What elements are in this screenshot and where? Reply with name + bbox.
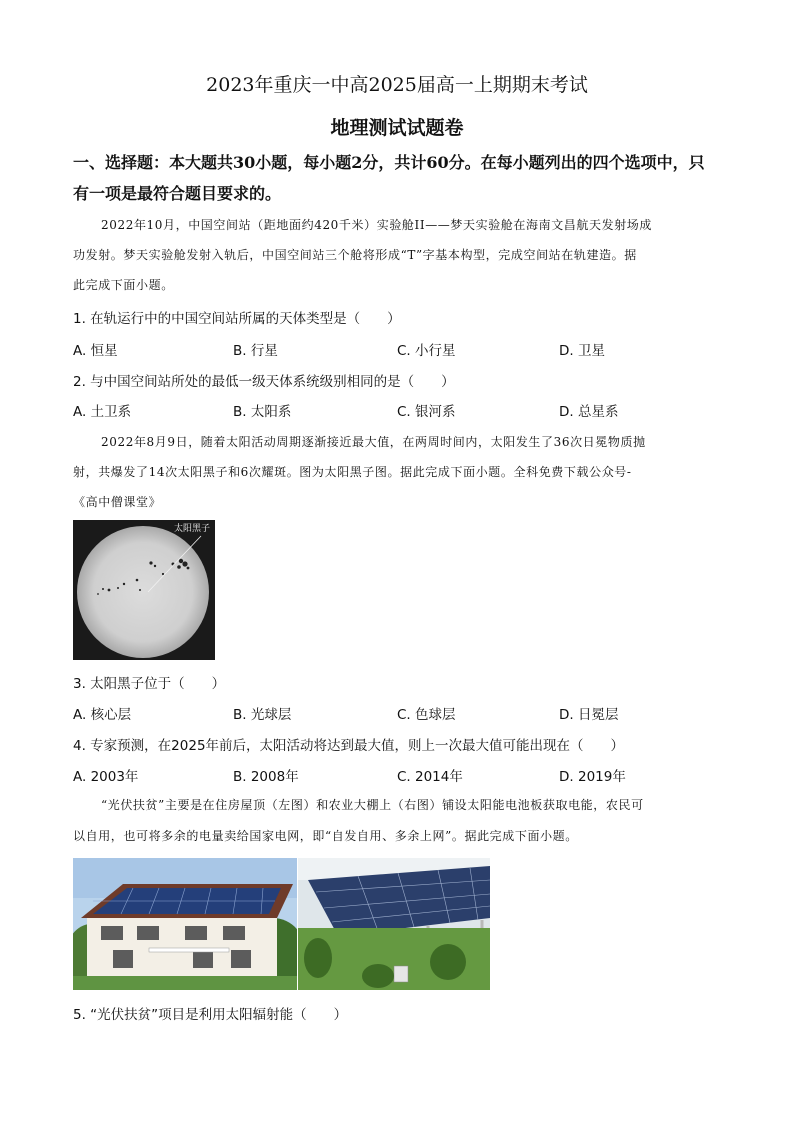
q2-option-d[interactable]: D. 总星系 [559, 404, 619, 420]
question-3-stem: 3. 太阳黑子位于（ ） [73, 676, 226, 692]
rooftop-solar-image [73, 858, 297, 990]
greenhouse-solar-photo [298, 858, 490, 990]
exam-subtitle: 地理测试试题卷 [330, 117, 464, 139]
sunspot-label: 太阳黑子 [174, 524, 211, 534]
greenhouse-solar-image [298, 858, 490, 990]
passage1-line1: 2022年10月，中国空间站（距地面约420千米）实验舱II——梦天实验舱在海南文昌航天发射场成 [101, 218, 652, 232]
passage2-line3: 《高中僧课堂》 [73, 495, 162, 509]
q4-option-b[interactable]: B. 2008年 [233, 769, 299, 785]
q3-option-b[interactable]: B. 光球层 [233, 707, 292, 723]
question-5-stem: 5. “光伏扶贫”项目是利用太阳辐射能（ ） [73, 1007, 348, 1023]
q1-option-c[interactable]: C. 小行星 [397, 343, 456, 359]
question-2-stem: 2. 与中国空间站所处的最低一级天体系统级别相同的是（ ） [73, 374, 455, 390]
q3-option-a[interactable]: A. 核心层 [73, 707, 132, 723]
q2-option-c[interactable]: C. 银河系 [397, 404, 456, 420]
passage1-line3: 此完成下面小题。 [73, 278, 174, 292]
q4-option-a[interactable]: A. 2003年 [73, 769, 139, 785]
passage3-line1: “光伏扶贫”主要是在住房屋顶（左图）和农业大棚上（右图）铺设太阳能电池板获取电能，农民可 [101, 798, 644, 812]
section-heading-line2: 有一项是最符合题目要求的。 [73, 184, 282, 203]
q1-option-d[interactable]: D. 卫星 [559, 343, 605, 359]
sun-disk [77, 526, 209, 658]
section-heading-line1: 一、选择题：本大题共30小题，每小题2分，共计60分。在每小题列出的四个选项中，只 [73, 153, 705, 172]
q1-option-a[interactable]: A. 恒星 [73, 343, 118, 359]
q2-option-a[interactable]: A. 土卫系 [73, 404, 132, 420]
q1-option-b[interactable]: B. 行星 [233, 343, 278, 359]
question-1-stem: 1. 在轨运行中的中国空间站所属的天体类型是（ ） [73, 311, 401, 327]
question-4-options [73, 765, 713, 785]
sunspot-figure [73, 520, 215, 660]
exam-title: 2023年重庆一中高2025届高一上期期末考试 [206, 74, 588, 96]
passage1-line2: 功发射。梦天实验舱发射入轨后，中国空间站三个舱将形成“T”字基本构型，完成空间站在轨建造。据 [73, 248, 637, 262]
q4-option-d[interactable]: D. 2019年 [559, 769, 626, 785]
q3-option-c[interactable]: C. 色球层 [397, 707, 456, 723]
passage2-line1: 2022年8月9日，随着太阳活动周期逐渐接近最大值，在两周时间内，太阳发生了36次日冕物质抛 [101, 435, 646, 449]
q2-option-b[interactable]: B. 太阳系 [233, 404, 292, 420]
question-2-options [73, 400, 713, 420]
sunspot-image [73, 520, 215, 660]
q4-option-c[interactable]: C. 2014年 [397, 769, 463, 785]
rooftop-solar-photo [73, 858, 297, 990]
q3-option-d[interactable]: D. 日冕层 [559, 707, 619, 723]
question-4-stem: 4. 专家预测，在2025年前后，太阳活动将达到最大值，则上一次最大值可能出现在（ ） [73, 738, 625, 754]
question-1-options [73, 339, 713, 359]
question-3-options [73, 703, 713, 723]
passage2-line2: 射，共爆发了14次太阳黑子和6次耀斑。图为太阳黑子图。据此完成下面小题。全科免费下载公众号- [73, 465, 632, 479]
passage3-line2: 以自用，也可将多余的电量卖给国家电网，即“自发自用、多余上网”。据此完成下面小题。 [73, 829, 578, 843]
